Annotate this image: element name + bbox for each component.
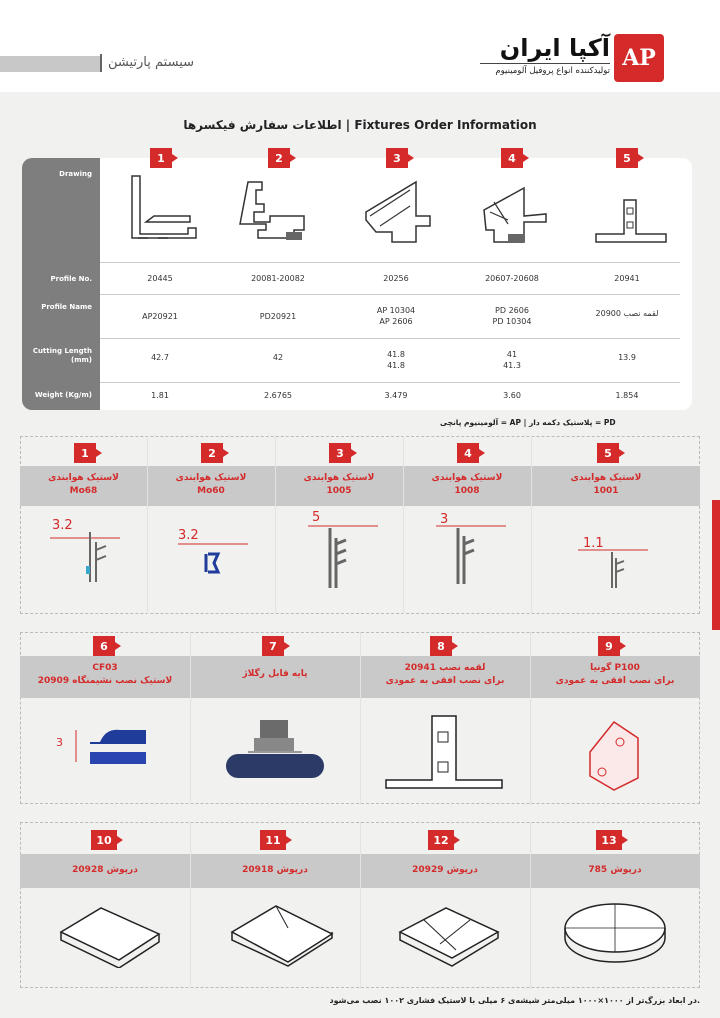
grom-drawing-12 <box>394 902 504 968</box>
acc-line2: برای نصب افقی به عمودی <box>555 675 675 686</box>
header-grey-bar <box>0 56 100 72</box>
gasket-drawing-2 <box>178 542 248 582</box>
grom-sep <box>190 822 191 988</box>
profile-drawing-5 <box>590 172 674 250</box>
acc-badge-6: 6 <box>93 636 115 656</box>
weight-3: 3.479 <box>384 391 408 400</box>
logo-text: AP <box>622 45 656 71</box>
profile-name-3a: AP 10304 <box>376 306 416 315</box>
table-divider <box>100 338 680 339</box>
cut-length-4a: 41 <box>506 350 518 359</box>
cut-length-5: 13.9 <box>618 353 636 362</box>
acc-line2: برای نصب افقی به عمودی <box>385 675 505 686</box>
gasket-type: لاستیک هوابندی <box>175 473 247 483</box>
gasket-title-1 <box>20 472 147 497</box>
weight-2: 2.6765 <box>264 391 292 400</box>
acc-drawing-6 <box>68 722 158 772</box>
row-label-profile-no: Profile No. <box>50 275 92 283</box>
acc-drawing-7 <box>220 716 330 782</box>
gasket-badge-4: 4 <box>457 443 479 463</box>
grom-badge-10: 10 <box>91 830 117 850</box>
grom-title-11: درپوش 20918 <box>242 865 308 875</box>
profile-drawing-1 <box>118 172 202 250</box>
gasket-code: Mo60 <box>197 485 225 496</box>
gasket-type: لاستیک هوابندی <box>431 473 503 483</box>
profile-no-1: 20445 <box>147 274 173 283</box>
header-separator <box>100 54 102 72</box>
acc-drawing-8 <box>382 712 508 794</box>
gasket-title-5 <box>531 472 681 497</box>
page-header <box>0 0 720 92</box>
weight-1: 1.81 <box>151 391 169 400</box>
fixture-badge-3: 3 <box>386 148 408 168</box>
gasket-code: Mo68 <box>69 485 98 496</box>
fixture-badge-1: 1 <box>150 148 172 168</box>
acc-title-6 <box>20 662 190 687</box>
acc-line1: پایه قابل رگلاژ <box>242 669 308 679</box>
gasket-badge-5: 5 <box>597 443 619 463</box>
acc-drawing-9 <box>580 712 650 792</box>
grom-badge-13: 13 <box>596 830 622 850</box>
brand-divider <box>480 63 610 64</box>
grom-title-12: درپوش 20929 <box>412 865 478 875</box>
gasket-type: لاستیک هوابندی <box>48 473 119 483</box>
gasket-badge-1: 1 <box>74 443 96 463</box>
row-label-weight: Weight (Kg/m) <box>34 391 92 399</box>
acc-line1: لقمه نصب 20941 <box>404 663 486 673</box>
profile-name-5: 20900 لقمه نصب <box>595 309 659 318</box>
cut-length-3a: 41.8 <box>387 350 405 359</box>
gasket-sep <box>275 436 276 614</box>
gasket-dim-5: 1.1 <box>583 536 604 551</box>
acc-line2: لاستیک نصب نشیمنگاه 20909 <box>37 675 173 686</box>
acc-sep <box>360 632 361 804</box>
row-label-profile-name: Profile Name <box>41 303 92 311</box>
acc-title-8 <box>360 662 530 687</box>
grom-sep <box>360 822 361 988</box>
acc-badge-7: 7 <box>262 636 284 656</box>
weight-4: 3.60 <box>503 391 521 400</box>
gasket-dim-1: 3.2 <box>52 518 73 533</box>
row-label-cutting-length: Cutting Length (mm) <box>32 347 92 365</box>
page-edge-tab <box>712 500 720 630</box>
fixtures-legend: آلومینیوم پانچی = AP | پلاستیک دکمه دار = PD <box>440 418 616 427</box>
gasket-sep <box>147 436 148 614</box>
gasket-title-3 <box>275 472 403 497</box>
acc-line1: CF03 <box>92 663 118 673</box>
acc-line1: گونیا P100 <box>590 663 640 673</box>
cut-length-3b: 41.8 <box>387 361 405 370</box>
profile-no-2: 20081-20082 <box>251 274 305 283</box>
acc-title-9 <box>530 662 700 687</box>
profile-no-3: 20256 <box>383 274 409 283</box>
grom-sep <box>530 822 531 988</box>
profile-no-4: 20607-20608 <box>485 274 539 283</box>
system-title: سیستم پارتیشن <box>108 55 195 70</box>
profile-no-5: 20941 <box>614 274 640 283</box>
gasket-dim-2: 3.2 <box>178 528 199 543</box>
footer-note: در ابعاد بزرگ‌تر از ۱۰۰۰×۱۰۰۰ میلی‌متر شیشه‌ی ۶ میلی با لاستیک فشاری ۱۰۰۲ نصب می‌شود. <box>329 996 700 1005</box>
grom-drawing-13 <box>560 898 670 968</box>
profile-drawing-3 <box>356 172 440 250</box>
profile-name-4b: PD 10304 <box>492 317 532 326</box>
fixtures-title: اطلاعات سفارش فیکسرها | Fixtures Order Information <box>183 118 537 132</box>
fixture-badge-5: 5 <box>616 148 638 168</box>
profile-name-3b: AP 2606 <box>379 317 413 326</box>
gasket-drawing-5 <box>578 548 648 590</box>
gasket-badge-2: 2 <box>201 443 223 463</box>
profile-drawing-2 <box>236 172 320 250</box>
gasket-type: لاستیک هوابندی <box>303 473 375 483</box>
grom-title-10: درپوش 20928 <box>72 865 138 875</box>
gasket-type: لاستیک هوابندی <box>570 473 642 483</box>
acc-badge-9: 9 <box>598 636 620 656</box>
gasket-badge-3: 3 <box>329 443 351 463</box>
gasket-title-2 <box>147 472 275 497</box>
gasket-code: 1001 <box>593 485 619 496</box>
acc-dim-6: 3 <box>56 736 63 749</box>
fixture-badge-2: 2 <box>268 148 290 168</box>
grom-drawing-11 <box>226 902 336 968</box>
gasket-dim-3: 5 <box>312 510 321 525</box>
profile-name-2: PD20921 <box>259 312 297 321</box>
cut-length-1: 42.7 <box>151 353 169 362</box>
gasket-drawing-1 <box>50 532 120 592</box>
acc-badge-8: 8 <box>430 636 452 656</box>
acc-sep <box>190 632 191 804</box>
cut-length-2: 42 <box>272 353 284 362</box>
profile-drawing-4 <box>472 172 556 250</box>
gasket-sep <box>531 436 532 614</box>
fixture-badge-4: 4 <box>501 148 523 168</box>
table-divider <box>100 262 680 263</box>
brand-logo <box>614 34 664 82</box>
row-label-drawing: Drawing <box>59 170 92 178</box>
grom-title-13: درپوش 785 <box>588 865 642 875</box>
grom-badge-12: 12 <box>428 830 454 850</box>
cut-length-4b: 41.3 <box>503 361 521 370</box>
grom-badge-11: 11 <box>260 830 286 850</box>
brand-name: آکپا ایران <box>499 34 610 62</box>
gasket-sep <box>403 436 404 614</box>
gasket-dim-4: 3 <box>440 512 449 527</box>
gasket-code: 1005 <box>326 485 352 496</box>
gasket-drawing-4 <box>436 522 506 588</box>
table-divider <box>100 382 680 383</box>
gasket-drawing-3 <box>308 522 378 592</box>
acc-sep <box>530 632 531 804</box>
acc-title-7 <box>190 668 360 681</box>
profile-name-4a: PD 2606 <box>495 306 529 315</box>
weight-5: 1.854 <box>615 391 639 400</box>
gasket-title-4 <box>403 472 531 497</box>
grom-drawing-10 <box>55 902 165 968</box>
gasket-code: 1008 <box>454 485 480 496</box>
table-divider <box>100 294 680 295</box>
profile-name-1: AP20921 <box>142 312 178 321</box>
brand-tagline: تولیدکننده انواع پروفیل آلومینیوم <box>495 66 610 76</box>
